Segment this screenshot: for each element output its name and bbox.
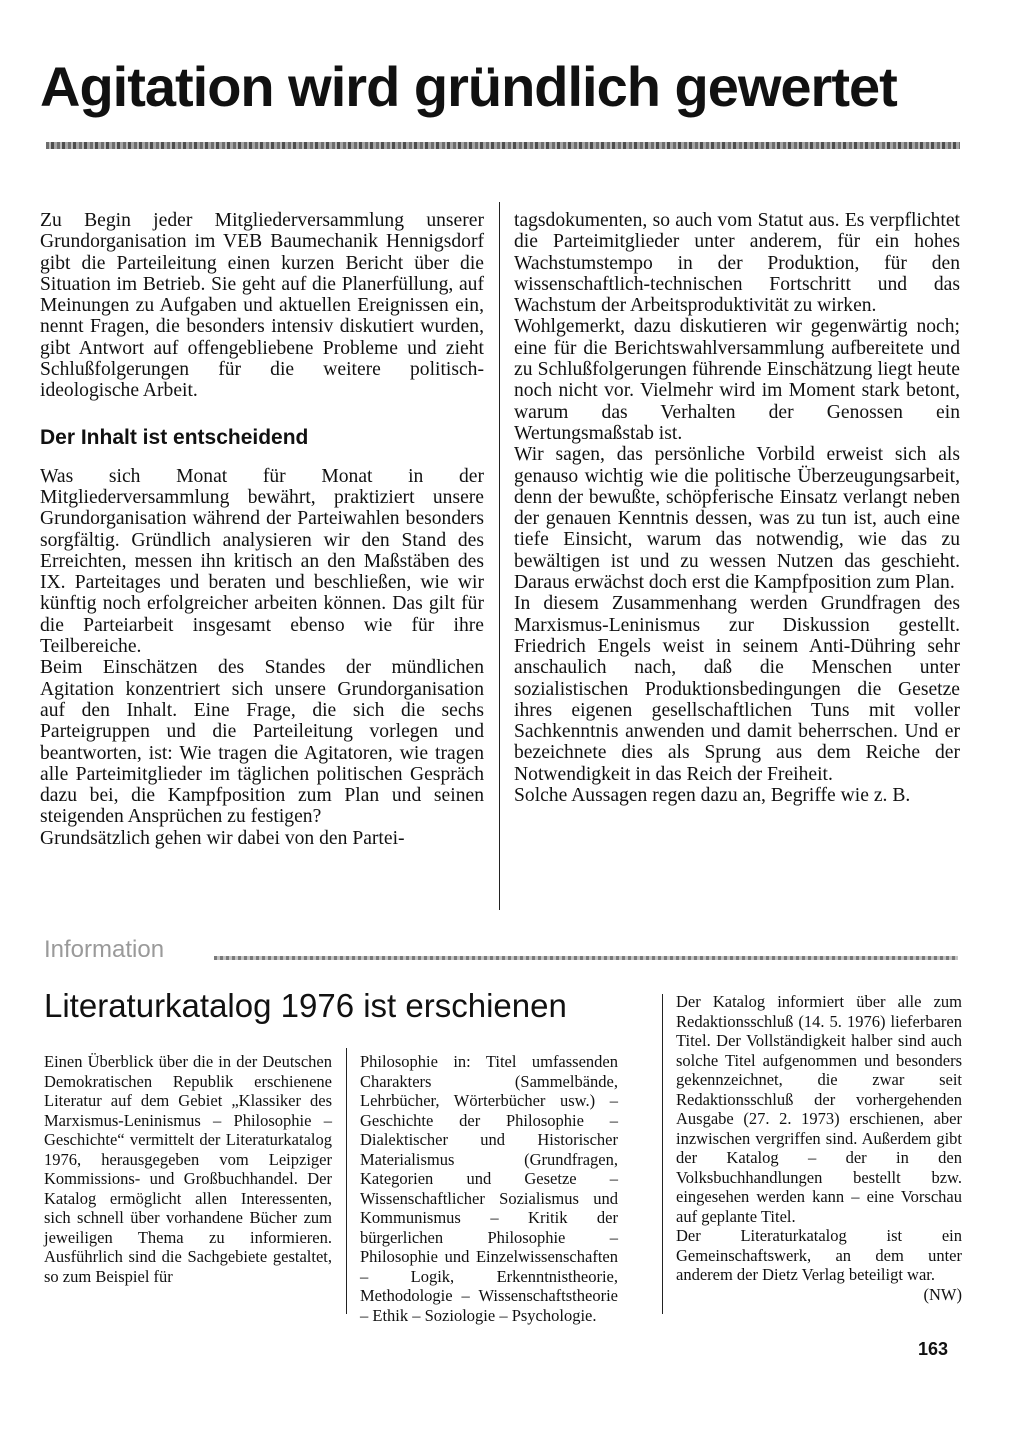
author-signature: (NW) [923, 1284, 962, 1304]
information-column-1 [44, 1052, 332, 1286]
information-paragraph: Der Literaturkatalog ist ein Gemeinschaftswerk, an dem unter anderem der Dietz Verlag beteiligt war. [676, 1226, 962, 1284]
information-headline: Literaturkatalog 1976 ist erschienen [44, 987, 567, 1024]
page-number: 163 [918, 1339, 949, 1359]
article-paragraph: Was sich Monat für Monat in der Mitgliederversammlung bewährt, praktiziert unsere Grundorganisation während der Parteiwahlen besonders sorgfältig. Gründlich analysieren wir den Stand des Erreichten, messen ihn kritisch an den Maßstäben des IX. Parteitages und beraten und beschließen, wie wir künftig noch erfolgreicher arbeiten können. Das gilt für die Parteiarbeit insgesamt ebenso wie für ihre Teilbereiche. [40, 465, 484, 658]
article-headline: Agitation wird gründlich gewertet [40, 55, 897, 118]
article-column-2 [514, 210, 960, 806]
article-subheading: Der Inhalt ist entscheidend [40, 425, 309, 449]
article-paragraph: Solche Aussagen regen dazu an, Begriffe wie z. B. [514, 785, 911, 807]
article-paragraph: Zu Begin jeder Mitgliederversammlung unserer Grundorganisation im VEB Baumechanik Hennigsdorf gibt die Parteileitung einen kurzen Bericht über die Situation im Betrieb. Sie geht auf die Planerfüllung, auf Meinungen zu Aufgaben und aktuellen Ereignissen ein, nennt Fragen, die besonders intensiv diskutiert wurden, gibt Antwort auf offengebliebene Probleme und zieht Schlußfolgerungen für die weitere politisch-ideologische Arbeit. [40, 210, 484, 402]
column-divider [346, 1048, 347, 1314]
article-paragraph: In diesem Zusammenhang werden Grundfragen des Marxismus-Leninismus zur Diskussion gestellt. Friedrich Engels weist in seinem Anti-Dühring sehr anschaulich nach, daß die Menschen unter sozialistischen Produktionsbedingungen die Gesetze ihres eigenen gesellschaftlichen Tuns mit voller Sachkenntnis anwenden und damit beherrschen. Und er bezeichnete dies als Sprung aus dem Reiche der Notwendigkeit in das Reich der Freiheit. [514, 593, 960, 785]
information-paragraph: Einen Überblick über die in der Deutschen Demokratischen Republik erschienene Literatur auf dem Gebiet „Klassiker des Marxismus-Leninismus – Philosophie – Geschichte“ vermittelt der Literaturkatalog 1976, herausgegeben vom Leipziger Kommissions- und Großbuchhandel. Der Katalog ermöglicht allen Interessenten, sich schnell über vorhandene Bücher zum jeweiligen Thema zu informieren. Ausführlich sind die Sachgebiete gestaltet, so zum Beispiel für [44, 1052, 332, 1286]
headline-rule [46, 142, 960, 149]
column-divider [662, 994, 663, 1314]
section-label-information: Information [44, 936, 165, 963]
information-paragraph: Der Katalog informiert über alle zum Redaktionsschluß (14. 5. 1976) lieferbaren Titel. Der Vollständigkeit halber sind auch solche Titel aufgenommen und besonders gekennzeichnet, die zwar seit Redaktionsschluß der vorhergehenden Ausgabe (27. 2. 1973) erschienen, aber inzwischen vergriffen sind. Außerdem gibt der Katalog – der in den Volksbuchhandlungen bestellt bzw. eingesehen werden kann – eine Vorschau auf geplante Titel. [676, 992, 962, 1226]
article-column-1 [40, 210, 484, 849]
article-paragraph: Wir sagen, das persönliche Vorbild erweist sich als genauso wichtig wie die politische Überzeugungsarbeit, denn der bewußte, schöpferische Einsatz verlangt neben der genauen Kenntnis dessen, was zu tun ist, auch eine tiefe Einsicht, warum das notwendig, wie das zu bewältigen ist und zu wessen Nutzen das geschieht. Daraus erwächst doch erst die Kampfposition zum Plan. [514, 444, 960, 594]
information-column-2 [360, 1052, 618, 1325]
article-paragraph: tagsdokumenten, so auch vom Statut aus. Es verpflichtet die Parteimitglieder unter anderem, für ein hohes Wachstumstempo in der Produktion, für den wissenschaftlich-technischen Fortschritt und das Wachstum der Arbeitsproduktivität zu wirken. [514, 210, 960, 317]
information-column-3 [676, 992, 962, 1304]
article-paragraph: Grundsätzlich gehen wir dabei von den Partei- [40, 827, 405, 849]
information-rule [214, 956, 958, 960]
article-paragraph: Wohlgemerkt, dazu diskutieren wir gegenwärtig noch; eine für die Berichtswahlversammlung aufbereitete und zu Schlußfolgerungen führende Einschätzung liegt heute noch nicht vor. Vielmehr wird im Moment stark betont, warum das Verhalten der Genossen ein Wertungsmaßstab ist. [514, 316, 960, 444]
information-paragraph: Philosophie in: Titel umfassenden Charakters (Sammelbände, Lehrbücher, Wörterbücher usw.) – Geschichte der Philosophie – Dialektischer und Historischer Materialismus (Grundfragen, Kategorien und Gesetze – Wissenschaftlicher Sozialismus und Kommunismus – Kritik der bürgerlichen Philosophie – Philosophie und Einzelwissenschaften – Logik, Erkenntnistheorie, Methodologie – Wissenschaftstheorie – Ethik – Soziologie – Psychologie. [360, 1052, 618, 1325]
column-divider [499, 202, 500, 910]
article-paragraph: Beim Einschätzen des Standes der mündlichen Agitation konzentriert sich unsere Grundorganisation auf den Inhalt. Eine Frage, die sich die sechs Parteigruppen und die Parteileitung vorlegen und beantworten, ist: Wie tragen die Agitatoren, wie tragen alle Parteimitglieder im täglichen politischen Gespräch dazu bei, die Kampfposition zum Plan und seinen steigenden Ansprüchen zu festigen? [40, 657, 484, 828]
